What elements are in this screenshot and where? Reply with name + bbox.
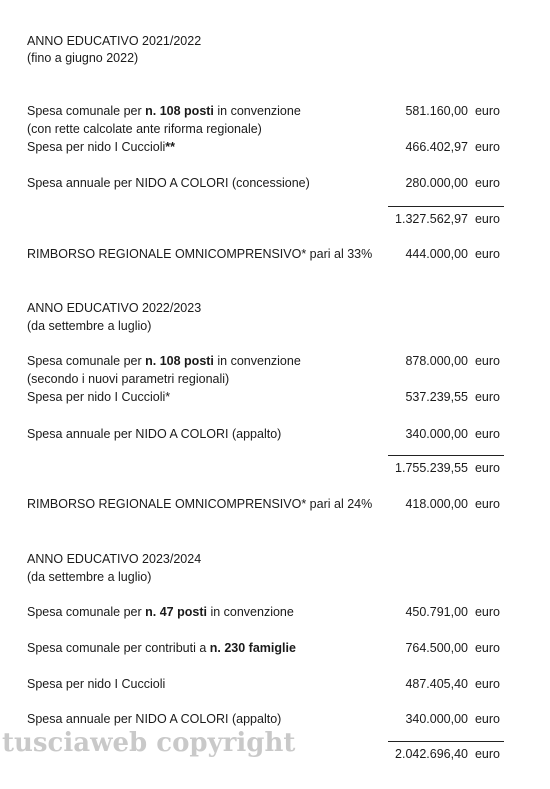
s3-row-nido-amount: 340.000,00 euro <box>405 712 500 726</box>
section-2-subtitle: (da settembre a luglio) <box>27 319 152 333</box>
s3-total-rule <box>388 741 504 742</box>
s3-row-famiglie-amount: 764.500,00 euro <box>405 641 500 655</box>
section-3-subtitle: (da settembre a luglio) <box>27 570 152 584</box>
s1-row-posti: Spesa comunale per n. 108 posti in convenzione <box>27 104 301 118</box>
s3-row-posti-amount: 450.791,00 euro <box>405 605 500 619</box>
s2-row-posti-amount: 878.000,00 euro <box>405 354 500 368</box>
s2-row-nido-amount: 340.000,00 euro <box>405 427 500 441</box>
s2-row-note: (secondo i nuovi parametri regionali) <box>27 372 230 386</box>
s2-row-cuccioli: Spesa per nido I Cuccioli* <box>27 390 171 404</box>
s1-row-nido: Spesa annuale per NIDO A COLORI (concessione) <box>27 176 310 190</box>
s1-total-amount: 1.327.562,97 euro <box>395 212 500 226</box>
s1-row-nido-amount: 280.000,00 euro <box>405 176 500 190</box>
s3-row-cuccioli: Spesa per nido I Cuccioli <box>27 677 166 691</box>
s3-total-amount: 2.042.696,40 euro <box>395 747 500 761</box>
s3-row-cuccioli-amount: 487.405,40 euro <box>405 677 500 691</box>
s1-row-cuccioli: Spesa per nido I Cuccioli** <box>27 140 176 154</box>
s2-total-rule <box>388 455 504 456</box>
s2-row-cuccioli-amount: 537.239,55 euro <box>405 390 500 404</box>
s1-row-cuccioli-amount: 466.402,97 euro <box>405 140 500 154</box>
section-3-title: ANNO EDUCATIVO 2023/2024 <box>27 552 202 566</box>
s3-row-posti: Spesa comunale per n. 47 posti in convenzione <box>27 605 294 619</box>
s2-total-amount: 1.755.239,55 euro <box>395 461 500 475</box>
section-2-title: ANNO EDUCATIVO 2022/2023 <box>27 301 202 315</box>
s3-row-famiglie: Spesa comunale per contributi a n. 230 famiglie <box>27 641 296 655</box>
s1-rimborso-amount: 444.000,00 euro <box>405 247 500 261</box>
section-1-title: ANNO EDUCATIVO 2021/2022 <box>27 34 202 48</box>
s2-rimborso-amount: 418.000,00 euro <box>405 497 500 511</box>
s1-row-note: (con rette calcolate ante riforma regionale) <box>27 122 262 136</box>
s2-row-posti: Spesa comunale per n. 108 posti in convenzione <box>27 354 301 368</box>
s3-row-nido: Spesa annuale per NIDO A COLORI (appalto) <box>27 712 282 726</box>
section-1-subtitle: (fino a giugno 2022) <box>27 51 139 65</box>
s2-rimborso: RIMBORSO REGIONALE OMNICOMPRENSIVO* pari al 24% <box>27 497 373 511</box>
s1-row-posti-amount: 581.160,00 euro <box>405 104 500 118</box>
s1-total-rule <box>388 206 504 207</box>
watermark: tusciaweb copyright <box>2 728 296 758</box>
s1-rimborso: RIMBORSO REGIONALE OMNICOMPRENSIVO* pari al 33% <box>27 247 373 261</box>
s2-row-nido: Spesa annuale per NIDO A COLORI (appalto) <box>27 427 282 441</box>
